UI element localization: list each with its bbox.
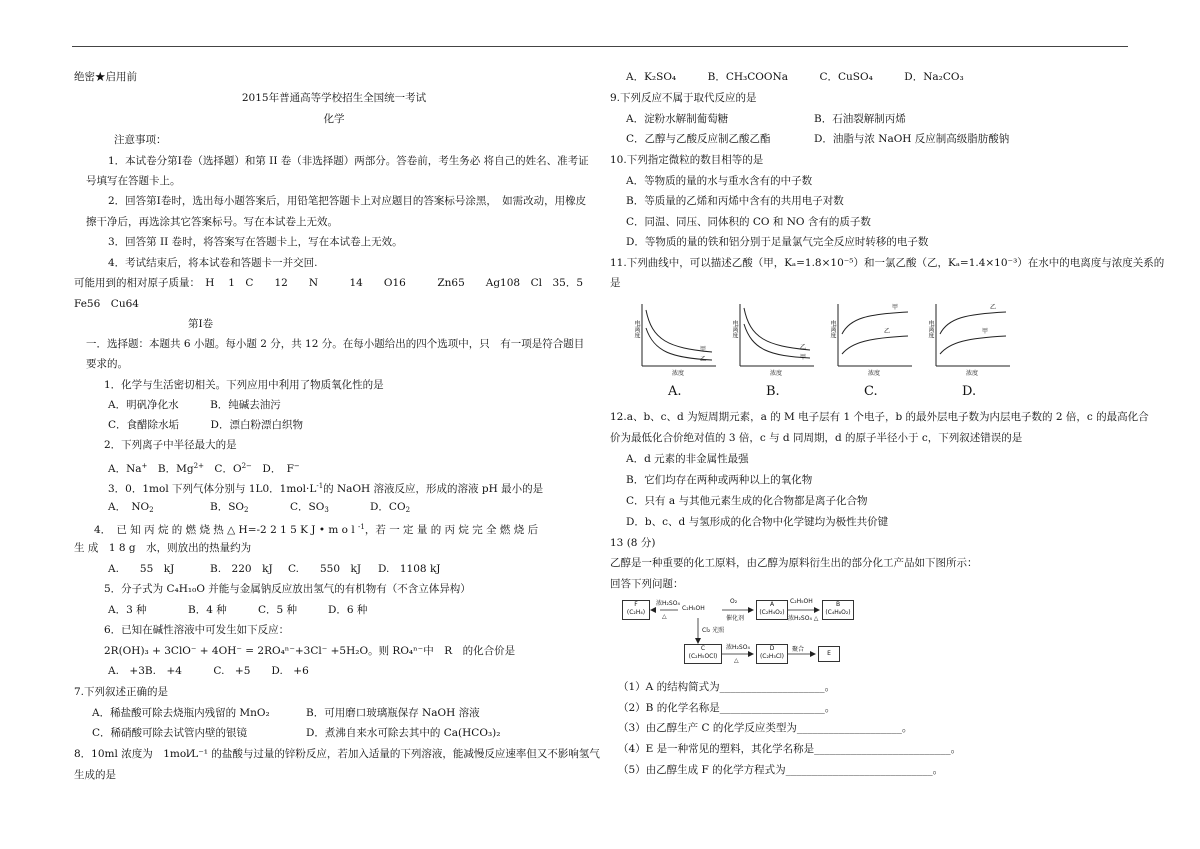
q13-ask: 回答下列问题： <box>610 578 684 590</box>
q4-stem-a: 4． 已 知 丙 烷 的 燃 烧 热 △ H=-2 2 1 5 K J • m o l $^{-1}$，若 一 定 量 的 丙 烷 完 全 燃 烧 后 <box>94 523 539 536</box>
q10-stem: 10.下列指定微粒的数目相等的是 <box>610 154 764 166</box>
q13-intro: 乙醇是一种重要的化工原料，由乙醇为原料衍生出的部分化工产品如下图所示： <box>610 557 978 569</box>
q13-sub2: （2）B 的化学名称是____________________。 <box>618 702 836 714</box>
flow-r4: Cl₂ 光照 <box>702 627 725 634</box>
notice-3: 3．回答第 II 卷时，将答案写在答题卡上，写在本试卷上无效。 <box>108 236 403 248</box>
q9-option-a: A．淀粉水解制葡萄糖 <box>626 113 729 125</box>
graph-b <box>730 300 818 404</box>
top-rule <box>72 46 1128 47</box>
q4-option-b: B. 220 kJ <box>210 563 273 575</box>
q7-option-b: B．可用磨口玻璃瓶保存 NaOH 溶液 <box>306 707 480 719</box>
graph-b-s2: 甲 <box>800 354 807 361</box>
flow-ethanol: C₂H₅OH <box>682 605 705 612</box>
notice-1b: 号填写在答题卡上。 <box>86 175 181 187</box>
q3-stem: 3．0．1mol 下列气体分别与 1L0．$1mol\cdot L^{-1}$的 NaOH 溶液反应，形成的溶液 pH 最小的是 <box>108 482 544 495</box>
part1-title: 第Ⅰ卷 <box>188 318 214 330</box>
q6-options: A. +3B. +4 C. +5 D. +6 <box>108 665 309 677</box>
q5-option-a: A．3 种 <box>108 604 147 616</box>
flow-box-c: C (C₂H₅OCl) <box>684 644 722 664</box>
q3-option-d: D．$CO_2$ <box>370 501 411 514</box>
notice-2b: 擦干净后，再选涂其它答案标号。写在本试卷上无效。 <box>86 216 338 228</box>
q12-stem-b: 价为最低化合价绝对值的 3 倍，c 与 d 同周期，d 的原子半径小于 c，下列叙述错误的是 <box>610 432 1023 444</box>
q13-sub1: （1）A 的结构简式为____________________。 <box>618 681 836 693</box>
flow-r5b: △ <box>734 657 739 664</box>
q11-graphs <box>632 300 1022 408</box>
q4-option-a: A. 55 kJ <box>108 563 175 575</box>
flow-r2b: 催化剂 <box>726 615 745 622</box>
q12-option-a: A．d 元素的非金属性最强 <box>626 453 749 465</box>
q12-option-c: C．只有 a 与其他元素生成的化合物都是离子化合物 <box>626 495 868 507</box>
graph-c-s1: 甲 <box>892 304 899 311</box>
q4-option-d: D. 1108 kJ <box>378 563 441 575</box>
q10-option-a: A．等物质的量的水与重水含有的中子数 <box>626 175 813 187</box>
q3-option-b: B．$SO_2$ <box>210 501 249 514</box>
graph-c <box>828 300 916 404</box>
q3-option-a: A． $NO_2$ <box>108 501 154 514</box>
graph-d-s1: 乙 <box>990 304 997 311</box>
q6-equation: 2R(OH)₃ + 3ClO⁻ + 4OH⁻ = 2RO₄ⁿ⁻+3Cl⁻ +5H₂O。则 RO₄ⁿ⁻中 R 的化合价是 <box>104 645 516 657</box>
q3-option-c: C．$SO_3$ <box>290 501 329 514</box>
graph-d-ylabel: 电离度 <box>927 320 934 338</box>
q6-stem: 6．已知在碱性溶液中可发生如下反应： <box>104 624 290 636</box>
notice-2a: 2．回答第Ⅰ卷时，选出每小题答案后，用铅笔把答题卡上对应题目的答案标号涂黑， 如需改动，用橡皮 <box>108 195 587 207</box>
part1-intro-a: 一．选择题：本题共 6 小题。每小题 2 分，共 12 分。在每小题给出的四个选项中，只 有一项是符合题目 <box>86 338 585 350</box>
exam-title: 2015年普通高等学校招生全国统一考试 <box>241 92 427 104</box>
q11-stem-a: 11.下列曲线中，可以描述乙酸（甲，Kₐ=1.8×10⁻⁵）和一氯乙酸（乙，Kₐ=1.4×10⁻³）在水中的电离度与浓度关系的 <box>610 257 1165 269</box>
q7-stem: 7.下列叙述正确的是 <box>74 686 169 698</box>
q10-option-c: C．同温、同压、同体积的 CO 和 NO 含有的质子数 <box>626 216 871 228</box>
graph-a-xlabel: 浓度 <box>672 370 685 377</box>
flow-r1b: △ <box>662 613 667 620</box>
q5-option-d: D．6 种 <box>328 604 368 616</box>
part1-intro-b: 要求的。 <box>86 358 128 370</box>
q9-stem: 9.下列反应不属于取代反应的是 <box>610 92 757 104</box>
q12-option-d: D．b、c、d 与氢形成的化合物中化学键均为极性共价键 <box>626 516 889 528</box>
graph-d-xlabel: 浓度 <box>966 370 979 377</box>
q12-stem-a: 12.a、b、c、d 为短周期元素，a 的 M 电子层有 1 个电子，b 的最外层电子数为内层电子数的 2 倍，c 的最高化合 <box>610 411 1149 423</box>
q13-sub3: （3）由乙醇生产 C 的化学反应类型为____________________。 <box>618 722 913 734</box>
graph-a-s1: 甲 <box>700 346 707 353</box>
notice-4: 4．考试结束后，将本试卷和答题卡一并交回. <box>108 257 318 269</box>
graph-a-s2: 乙 <box>700 356 707 363</box>
q8-options: A．K₂SO₄ B．CH₃COONa C．CuSO₄ D．Na₂CO₃ <box>626 71 964 83</box>
q11-stem-b: 是 <box>610 277 621 289</box>
notice-title: 注意事项： <box>114 134 167 146</box>
flow-box-e: E <box>818 646 840 662</box>
flow-box-a: A (C₂H₄O₂) <box>756 600 788 620</box>
q2-options: A．Na+ B．$Mg^{2+}$ C．$O^{2-}$ D． F− <box>108 462 300 475</box>
q10-option-b: B．等质量的乙烯和丙烯中含有的共用电子对数 <box>626 195 844 207</box>
q4-option-c: C. 550 kJ <box>288 563 362 575</box>
graph-b-ylabel: 电离度 <box>731 320 738 338</box>
q8-stem-b: 生成的是 <box>74 769 116 781</box>
q1-options-ab: A．明矾净化水 B．纯碱去油污 <box>108 399 281 411</box>
q1-options-cd: C．食醋除水垢 D．漂白粉漂白织物 <box>108 419 303 431</box>
q13-flow-diagram <box>620 598 860 670</box>
graph-b-s1: 乙 <box>800 344 807 351</box>
flow-box-d: D (C₂H₃Cl) <box>756 644 788 664</box>
q5-option-b: B．4 种 <box>188 604 227 616</box>
q13-sub5: （5）由乙醇生成 F 的化学方程式为____________________________。 <box>618 764 944 776</box>
flow-box-f: F (C₂H₄) <box>622 600 650 620</box>
graph-d-s2: 甲 <box>982 328 989 335</box>
graph-b-xlabel: 浓度 <box>770 370 783 377</box>
q2-stem: 2．下列离子中半径最大的是 <box>104 439 237 451</box>
q5-option-c: C．5 种 <box>258 604 298 616</box>
q13-sub4: （4）E 是一种常见的塑料，其化学名称是__________________________。 <box>618 743 962 755</box>
graph-a-ylabel: 电离度 <box>633 320 640 338</box>
q8-stem-a: 8．10ml 浓度为 1mol⁄L⁻¹ 的盐酸与过量的锌粉反应，若加入适量的下列溶液，能减慢反应速率但又不影响氢气 <box>74 748 600 760</box>
q9-option-d: D．油脂与浓 NaOH 反应制高级脂肪酸钠 <box>814 133 1010 145</box>
graph-c-ylabel: 电离度 <box>829 320 836 338</box>
q4-stem-c: 生 成 1 8 g 水，则放出的热量约为 <box>74 542 252 554</box>
q9-option-b: B．石油裂解制丙烯 <box>814 113 906 125</box>
flow-r2: O₂ <box>730 598 738 605</box>
q13-head: 13 (8 分) <box>610 537 656 549</box>
graph-a-label: A. <box>668 384 682 399</box>
q7-option-c: C．稀硝酸可除去试管内壁的银镜 <box>92 727 248 739</box>
graph-b-label: B. <box>766 384 780 399</box>
q12-option-b: B．它们均存在两种或两种以上的氧化物 <box>626 474 813 486</box>
graph-d-label: D. <box>962 384 977 399</box>
notice-1a: 1．本试卷分第Ⅰ卷（选择题）和第 II 卷（非选择题）两部分。答卷前，考生务必 将自己的姓名、准考证 <box>108 155 589 167</box>
q7-option-d: D．煮沸自来水可除去其中的 Ca(HCO₃)₂ <box>306 727 501 739</box>
flow-r5: 浓H₂SO₄ <box>726 644 750 651</box>
flow-r1: 浓H₂SO₄ <box>656 600 680 607</box>
flow-r6: 聚合 <box>792 646 805 653</box>
q9-option-c: C．乙醇与乙酸反应制乙酸乙酯 <box>626 133 771 145</box>
q7-option-a: A．稀盐酸可除去烧瓶内残留的 MnO₂ <box>92 707 270 719</box>
graph-d <box>926 300 1014 404</box>
atomic-mass-b: Fe56 Cu64 <box>74 298 139 310</box>
flow-r3b: 浓H₂SO₄ △ <box>788 615 819 622</box>
graph-a <box>632 300 720 404</box>
graph-c-s2: 乙 <box>884 328 891 335</box>
q1-stem: 1．化学与生活密切相关。下列应用中利用了物质氧化性的是 <box>104 379 384 391</box>
q5-stem: 5．分子式为 C₄H₁₀O 并能与金属钠反应放出氢气的有机物有（不含立体异构） <box>104 583 471 595</box>
flow-box-b: B (C₄H₈O₂) <box>822 600 854 620</box>
flow-r3: C₂H₅OH <box>790 598 813 605</box>
secret-mark: 绝密★启用前 <box>74 71 137 83</box>
graph-c-xlabel: 浓度 <box>868 370 881 377</box>
subject-title: 化学 <box>323 113 345 125</box>
q10-option-d: D．等物质的量的铁和铝分别于足量氯气完全反应时转移的电子数 <box>626 236 929 248</box>
graph-c-label: C. <box>864 384 878 399</box>
atomic-mass-a: 可能用到的相对原子质量： H 1 C 12 N 14 O16 Zn65 Ag108 Cl 35．5 <box>74 277 584 289</box>
